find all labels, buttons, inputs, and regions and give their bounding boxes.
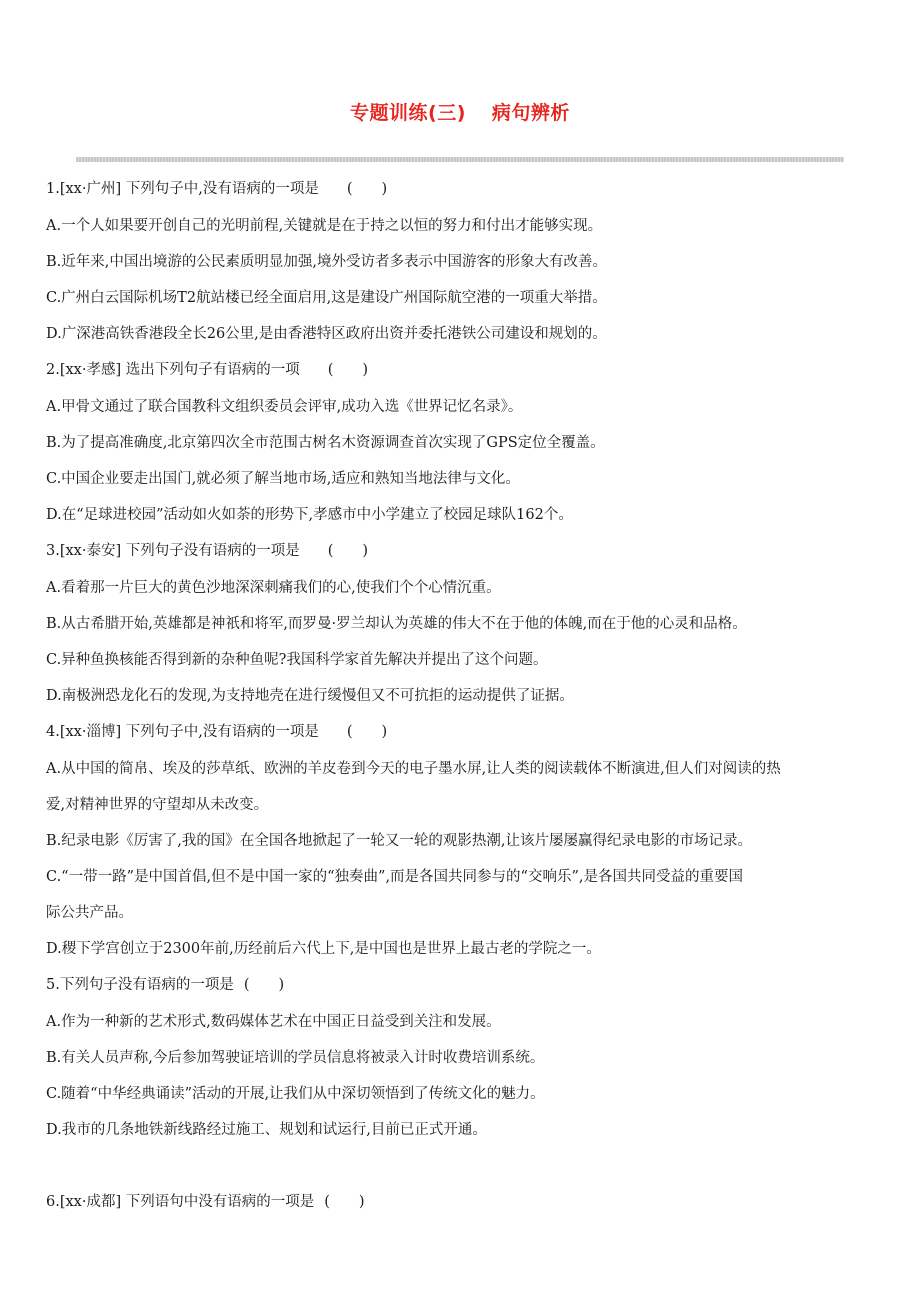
- answer-paren: ( ): [346, 724, 388, 740]
- question-5-option-d: D.我市的几条地铁新线路经过施工、规划和试运行,目前已正式开通。: [46, 1122, 487, 1138]
- question-4-option-a: A.从中国的简帛、埃及的莎草纸、欧洲的羊皮卷到今天的电子墨水屏,让人类的阅读载体不断演进,但人们对阅读的热: [46, 761, 781, 777]
- answer-paren: ( ): [346, 181, 388, 197]
- question-3-option-a: A.看着那一片巨大的黄色沙地深深刺痛我们的心,使我们个个心情沉重。: [46, 580, 501, 596]
- question-3-option-d: D.南极洲恐龙化石的发现,为支持地壳在进行缓慢但又不可抗拒的运动提供了证据。: [46, 688, 574, 704]
- question-2-option-a: A.甲骨文通过了联合国教科文组织委员会评审,成功入选《世界记忆名录》。: [46, 399, 523, 415]
- question-1-option-b: B.近年来,中国出境游的公民素质明显加强,境外受访者多表示中国游客的形象大有改善。: [46, 254, 607, 270]
- question-3-option-b: B.从古希腊开始,英雄都是神祇和将军,而罗曼·罗兰却认为英雄的伟大不在于他的体魄,而在于他的心灵和品格。: [46, 616, 747, 632]
- question-6-stem: 6.[xx·成都] 下列语句中没有语病的一项是 ( ): [46, 1194, 365, 1210]
- question-5-stem: 5.下列句子没有语病的一项是 ( ): [46, 977, 285, 993]
- question-2-option-b: B.为了提高准确度,北京第四次全市范围古树名木资源调查首次实现了GPS定位全覆盖。: [46, 435, 605, 451]
- question-1-option-d: D.广深港高铁香港段全长26公里,是由香港特区政府出资并委托港铁公司建设和规划的。: [46, 326, 607, 342]
- question-1-option-c: C.广州白云国际机场T2航站楼已经全面启用,这是建设广州国际航空港的一项重大举措。: [46, 290, 607, 306]
- answer-paren: ( ): [327, 362, 369, 378]
- question-4-stem: 4.[xx·淄博] 下列句子中,没有语病的一项是 ( ): [46, 724, 388, 740]
- answer-paren: ( ): [327, 543, 369, 559]
- title-main: 专题训练(三): [350, 102, 466, 124]
- answer-paren: ( ): [324, 1194, 365, 1210]
- question-2-stem: 2.[xx·孝感] 选出下列句子有语病的一项 ( ): [46, 362, 369, 378]
- question-4-option-d: D.稷下学宫创立于2300年前,历经前后六代上下,是中国也是世界上最古老的学院之一。: [46, 941, 601, 957]
- title-sub: 病句辨析: [491, 102, 570, 124]
- question-5-option-a: A.作为一种新的艺术形式,数码媒体艺术在中国正日益受到关注和发展。: [46, 1014, 501, 1030]
- question-4-option-c-cont: 际公共产品。: [46, 905, 133, 921]
- question-5-option-c: C.随着“中华经典诵读”活动的开展,让我们从中深切领悟到了传统文化的魅力。: [46, 1086, 545, 1102]
- title-divider: [76, 157, 844, 162]
- question-3-stem: 3.[xx·泰安] 下列句子没有语病的一项是 ( ): [46, 543, 369, 559]
- question-4-option-b: B.纪录电影《厉害了,我的国》在全国各地掀起了一轮又一轮的观影热潮,让该片屡屡赢得纪录电影的市场记录。: [46, 833, 752, 849]
- question-2-option-c: C.中国企业要走出国门,就必须了解当地市场,适应和熟知当地法律与文化。: [46, 471, 520, 487]
- question-1-stem: 1.[xx·广州] 下列句子中,没有语病的一项是 ( ): [46, 181, 388, 197]
- answer-paren: ( ): [243, 977, 285, 993]
- question-1-option-a: A.一个人如果要开创自己的光明前程,关键就是在于持之以恒的努力和付出才能够实现。: [46, 218, 603, 234]
- question-2-option-d: D.在“足球进校园”活动如火如荼的形势下,孝感市中小学建立了校园足球队162个。: [46, 507, 573, 523]
- question-3-option-c: C.异种鱼换核能否得到新的杂种鱼呢?我国科学家首先解决并提出了这个问题。: [46, 652, 548, 668]
- question-5-option-b: B.有关人员声称,今后参加驾驶证培训的学员信息将被录入计时收费培训系统。: [46, 1050, 545, 1066]
- page-title: [0, 98, 920, 125]
- question-4-option-a-cont: 爱,对精神世界的守望却从未改变。: [46, 797, 269, 813]
- question-4-option-c: C.“一带一路”是中国首倡,但不是中国一家的“独奏曲”,而是各国共同参与的“交响乐”,是各国共同受益的重要国: [46, 869, 743, 885]
